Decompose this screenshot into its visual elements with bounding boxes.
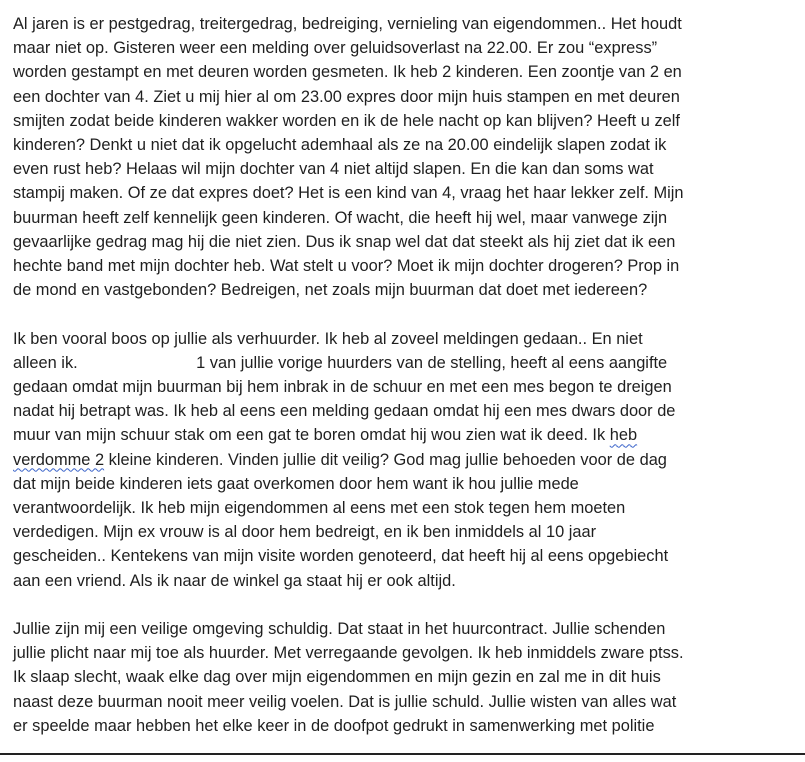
- text-line: dat mijn beide kinderen iets gaat overkomen door hem want ik hou jullie mede: [13, 474, 579, 493]
- text-line: verantwoordelijk. Ik heb mijn eigendommen al eens met een stok tegen hem moeten: [13, 499, 626, 518]
- text-line: aan een vriend. Als ik naar de winkel ga staat hij er ook altijd.: [13, 571, 456, 590]
- text-line: naast deze buurman nooit meer veilig voelen. Dat is jullie schuld. Jullie wisten van alles wat: [13, 692, 677, 711]
- text-line: gescheiden.. Kentekens van mijn visite worden genoteerd, dat heeft hij al eens opgebiecht: [13, 547, 669, 566]
- text-line: een dochter van 4. Ziet u mij hier al om 23.00 expres door mijn huis stampen en met deuren: [13, 87, 680, 106]
- text-line: Al jaren is er pestgedrag, treitergedrag, bedreiging, vernieling van eigendommen.. Het houdt: [13, 15, 682, 33]
- spellcheck-flagged-word[interactable]: heb: [609, 426, 638, 445]
- text-line: alleen ik. 1 van jullie vorige huurders van de stelling, heeft al eens aangifte: [13, 353, 668, 372]
- text-line: Ik ben vooral boos op jullie als verhuurder. Ik heb al zoveel meldingen gedaan.. En niet: [13, 329, 643, 348]
- text-line: jullie plicht naar mij toe als huurder. Met verregaande gevolgen. Ik heb inmiddels zware ptss.: [13, 644, 684, 663]
- text-line: kinderen? Denkt u niet dat ik opgelucht ademhaal als ze na 20.00 eindelijk slapen zodat ik: [13, 136, 667, 155]
- text-line: gedaan omdat mijn buurman bij hem inbrak in de schuur en met een mes begon te dreigen: [13, 378, 672, 397]
- spellcheck-flagged-word[interactable]: verdomme 2: [13, 450, 105, 469]
- text-line: verdedigen. Mijn ex vrouw is al door hem bedreigt, en ik ben inmiddels al 10 jaar: [13, 523, 597, 542]
- text-line: gevaarlijke gedrag mag hij die niet zien. Dus ik snap wel dat dat steekt als hij ziet dat ik een: [13, 232, 676, 251]
- text-line: worden gestampt en met deuren worden gesmeten. Ik heb 2 kinderen. Een zoontje van 2 en: [13, 63, 682, 82]
- text-line: er speelde maar hebben het elke keer in de doofpot gedrukt in samenwerking met politie: [13, 716, 655, 735]
- text-line: maar niet op. Gisteren weer een melding over geluidsoverlast na 22.00. Er zou “express”: [13, 39, 658, 58]
- text-segment: muur van mijn schuur stak om een gat te boren omdat hij wou zien wat ik deed. Ik: [13, 426, 610, 445]
- text-line: Jullie zijn mij een veilige omgeving schuldig. Dat staat in het huurcontract. Jullie schenden: [13, 620, 666, 639]
- text-line: Ik slaap slecht, waak elke dag over mijn eigendommen en mijn gezin en zal me in dit huis: [13, 668, 661, 687]
- paragraph-1: [13, 12, 803, 302]
- text-line: even rust heb? Helaas wil mijn dochter van 4 niet altijd slapen. En die kan dan soms wat: [13, 160, 654, 179]
- text-line-with-spellcheck: [13, 448, 803, 472]
- paragraph-2: [13, 327, 803, 593]
- text-line: hechte band met mijn dochter heb. Wat stelt u voor? Moet ik mijn dochter drogeren? Prop in: [13, 257, 680, 276]
- paragraph-3: [13, 617, 803, 738]
- text-line-with-spellcheck: [13, 423, 803, 447]
- text-segment: kleine kinderen. Vinden jullie dit veilig? God mag jullie behoeden voor de dag: [108, 450, 667, 469]
- text-line: de mond en vastgebonden? Bedreigen, net zoals mijn buurman dat doet met iedereen?: [13, 281, 648, 300]
- text-line: smijten zodat beide kinderen wakker worden en ik de hele nacht op kan blijven? Heeft u zelf: [13, 111, 680, 130]
- text-line: nadat hij betrapt was. Ik heb al eens een melding gedaan omdat hij een mes dwars door de: [13, 402, 676, 421]
- document-body: [13, 12, 803, 762]
- text-line: stampij maken. Of ze dat expres doet? Het is een kind van 4, vraag het haar lekker zelf. Mijn: [13, 184, 684, 203]
- text-line: buurman heeft zelf kennelijk geen kinderen. Of wacht, die heeft hij wel, maar vanwege zijn: [13, 208, 668, 227]
